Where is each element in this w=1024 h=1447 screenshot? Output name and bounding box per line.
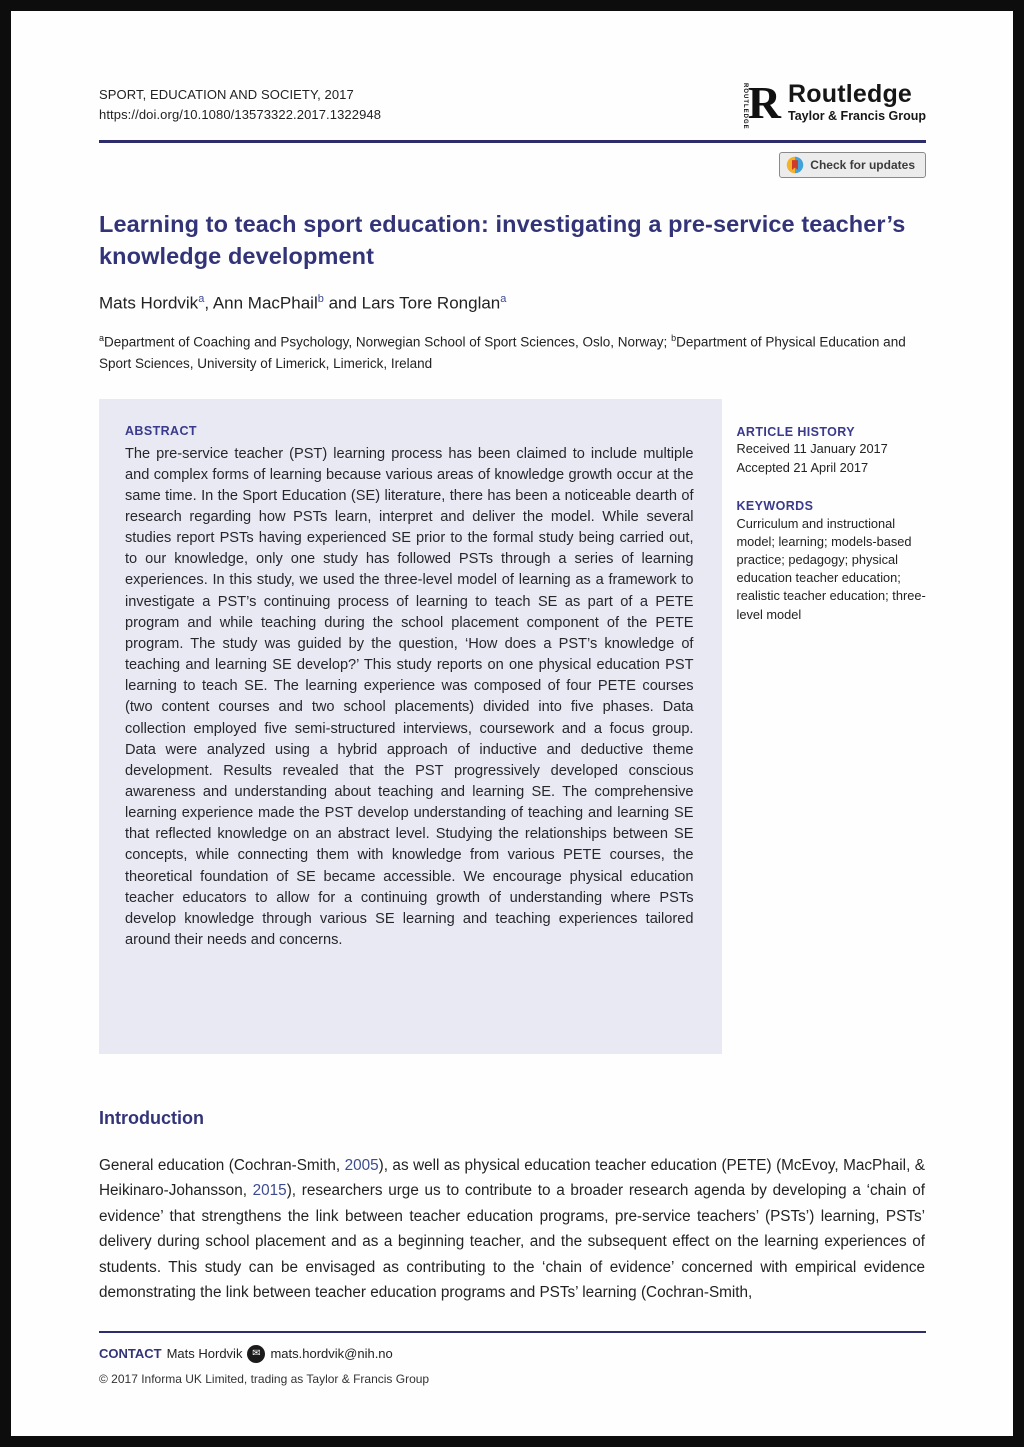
contact-line	[99, 1345, 926, 1363]
routledge-logo-mark	[741, 77, 781, 130]
keywords-text: Curriculum and instructional model; learning; models-based practice; pedagogy; physical education teacher education; realistic teacher education; three-level model	[736, 515, 926, 622]
keywords-heading: KEYWORDS	[736, 498, 814, 513]
intro-text-segment: ), as well as physical education teacher education (PETE) (McEvoy, MacPhail, & Heikinaro-Johansson,	[99, 1156, 926, 1200]
doi-link[interactable]: https://doi.org/10.1080/13573322.2017.1322948	[99, 107, 382, 123]
affiliation-text: Department of Coaching and Psychology, Norwegian School of Sport Sciences, Oslo, Norway;	[104, 334, 672, 350]
author-separator: ,	[204, 293, 213, 313]
check-for-updates-label: Check for updates	[810, 157, 915, 172]
introduction-paragraph	[99, 1153, 925, 1306]
header-divider-rule	[99, 140, 926, 143]
routledge-r-glyph: R	[747, 77, 781, 128]
history-received: Received 11 January 2017	[736, 440, 888, 456]
introduction-heading: Introduction	[99, 1107, 204, 1128]
routledge-logo	[741, 77, 926, 130]
footer-divider-rule	[99, 1331, 926, 1333]
copyright-line: © 2017 Informa UK Limited, trading as Taylor & Francis Group	[99, 1371, 430, 1386]
author-name: Mats Hordvik	[99, 293, 199, 313]
article-meta-sidebar	[737, 399, 927, 1054]
abstract-panel	[99, 399, 722, 1054]
affiliations-line	[99, 332, 924, 374]
citation-year-link[interactable]: 2005	[344, 1156, 379, 1174]
publisher-group: Taylor & Francis Group	[788, 109, 926, 124]
envelope-icon: ✉	[247, 1345, 265, 1363]
page-header	[99, 77, 926, 130]
contact-email-link[interactable]: mats.hordvik@nih.no	[270, 1346, 393, 1362]
author-line	[99, 293, 926, 314]
intro-text-segment: General education (Cochran-Smith,	[99, 1156, 345, 1174]
article-history-heading: ARTICLE HISTORY	[736, 424, 856, 439]
citation-year-link[interactable]: 2015	[252, 1182, 287, 1200]
journal-title-line: SPORT, EDUCATION AND SOCIETY, 2017	[99, 87, 354, 102]
author-affil-sup: b	[317, 292, 324, 305]
author-affil-sup: a	[500, 292, 507, 305]
contact-name: Mats Hordvik	[166, 1346, 243, 1362]
article-page	[11, 11, 1013, 1436]
routledge-vertical-text: ROUTLEDGE	[741, 83, 748, 130]
check-for-updates-button[interactable]	[779, 152, 926, 178]
publisher-name: Routledge	[788, 80, 913, 108]
intro-text-segment: ), researchers urge us to contribute to a broader research agenda by developing a ‘chain of evidence’ that strengthens the link between teacher education programs, pre-service teachers’ (PSTs’) learning, PSTs’ delivery during school placement and as a beginning teacher, and the subsequent effect on the learning experiences of students. This study can be envisaged as contributing to the ‘chain of evidence’ concerned with empirical evidence demonstrating the link between teacher education programs and PSTs’ learning (Cochran-Smith,	[99, 1182, 925, 1302]
author-name: Lars Tore Ronglan	[361, 293, 501, 313]
article-title: Learning to teach sport education: investigating a pre-service teacher’s knowledge development	[99, 210, 906, 270]
author-affil-sup: a	[198, 292, 205, 305]
contact-label: CONTACT	[99, 1346, 162, 1362]
affiliation-text: Department of Physical Education and Sport Sciences, University of Limerick, Limerick, Ireland	[99, 334, 906, 371]
affiliation-sup: b	[671, 333, 677, 344]
crossmark-icon	[786, 156, 804, 174]
abstract-text: The pre-service teacher (PST) learning process has been claimed to include multiple and complex forms of learning because various areas of knowledge growth occur at the same time. In the Sport Education (SE) literature, there has been a noticeable dearth of research regarding how PSTs learn, interpret and deliver the model. While several studies report PSTs having experienced SE prior to the formal study being carried out, to our knowledge, only one study has followed PSTs through a series of learning experiences. In this study, we used the three-level model of learning as a framework to investigate a PST’s continuing process of learning to teach SE as part of a PETE program and while teaching during the school placement component of the PETE program. The study was guided by the question, ‘How does a PST’s knowledge of teaching and learning SE develop?’ This study reports on one physical education PST learning to teach SE. The learning experience was composed of four PETE courses (two content courses and two school placements) divided into five phases. Data collection employed five semi-structured interviews, coursework and a focus group. Data were analyzed using a hybrid approach of inductive and deductive theme development. Results revealed that the PST progressively developed conscious awareness and understanding about teaching and learning SE. The comprehensive learning experience made the PST develop understanding of teaching and learning SE that reflected knowledge on an abstract level. Studying the relationships between SE concepts, while connecting them with knowledge from various PETE courses, the theoretical foundation of SE became accessible. We encourage physical education teacher educators to allow for a continuing growth of understanding where PSTs develop knowledge through various SE learning and teaching experiences tailored around their needs and concerns.	[125, 445, 694, 949]
author-separator: and	[323, 293, 362, 313]
abstract-heading: ABSTRACT	[125, 423, 197, 438]
affiliation-sup: a	[99, 333, 105, 344]
author-name: Ann MacPhail	[212, 293, 318, 313]
history-accepted: Accepted 21 April 2017	[736, 459, 869, 475]
